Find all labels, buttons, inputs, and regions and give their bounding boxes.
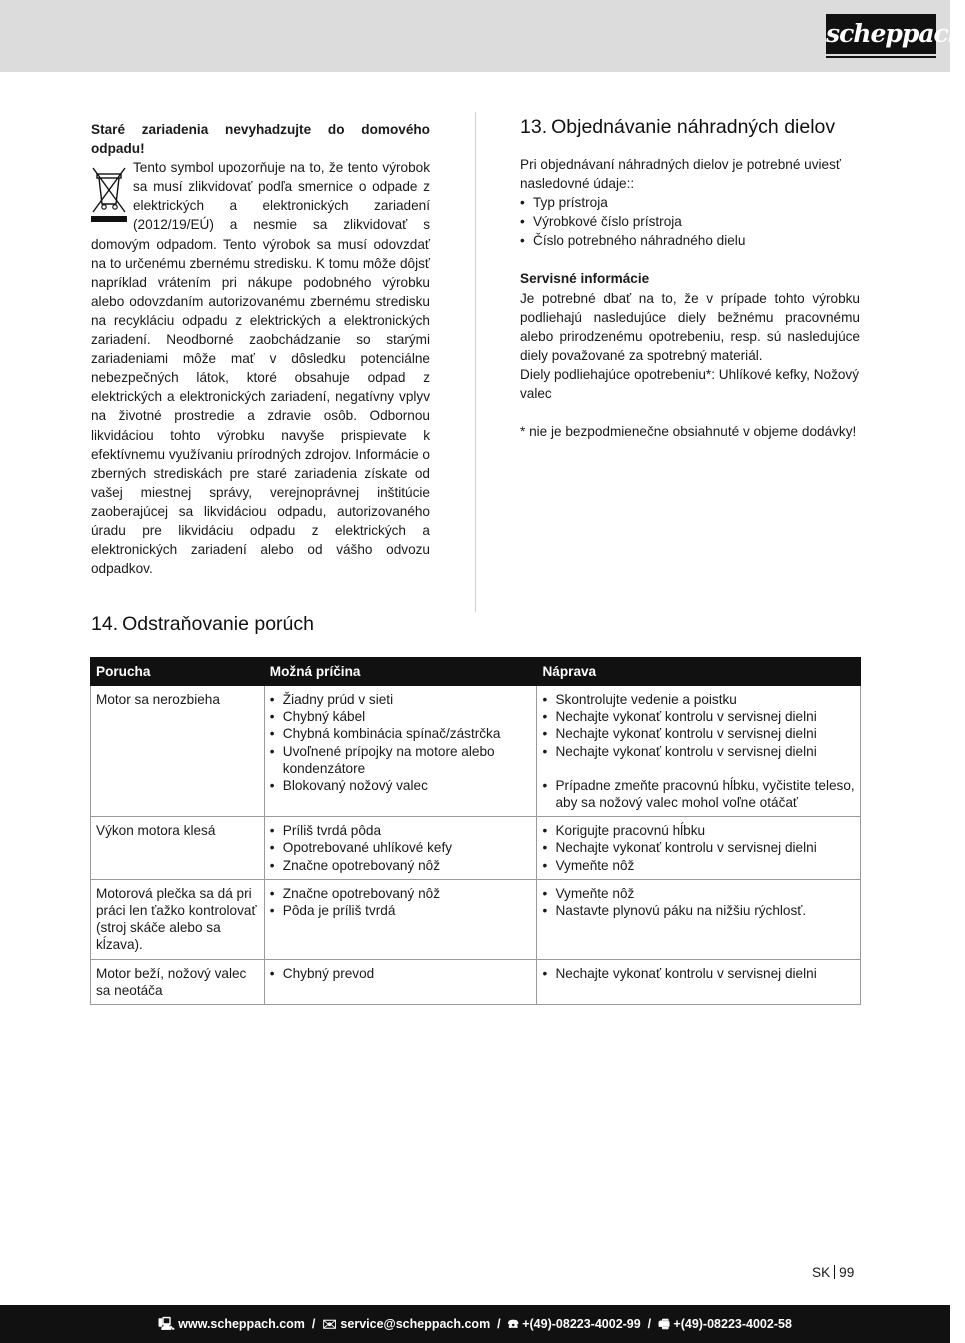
- footnote: * nie je bezpodmienečne obsiahnuté v objeme dodávky!: [520, 424, 857, 440]
- cause-cell: [264, 686, 537, 817]
- list-item: • Číslo potrebného náhradného dielu: [520, 231, 860, 250]
- spare-parts-intro: Pri objednávaní náhradných dielov je potrebné uviesť nasledovné údaje::: [520, 157, 841, 192]
- disposal-section: [91, 120, 430, 578]
- list-item: • Nechajte vykonať kontrolu v servisnej dielni: [542, 725, 855, 742]
- section-13-title: 13. Objednávanie náhradných dielov: [520, 116, 836, 138]
- list-item: • Typ prístroja: [520, 193, 860, 212]
- list-item: • Nechajte vykonať kontrolu v servisnej dielni: [542, 965, 855, 982]
- list-item: • Chybný kábel: [270, 708, 532, 725]
- list-item: • Prípadne zmeňte pracovnú hĺbku, vyčistite teleso, aby sa nožový valec mohol voľne otáčať: [542, 777, 855, 811]
- disposal-text: Tento symbol upozorňuje na to, že tento výrobok sa musí zlikvidovať podľa smernice o odpade z elektrických a elektronických zariadení (2012/19/EÚ) a nesmie sa zlikvidovať s domovým odpadom. Tento výrobok sa musí odovzdať na to určenému zbernému stredisku. K tomu môže dôjsť napríklad vrátením pri nákupe podobného výrobku alebo odovzdaním autorizovanému zbernému stredisku na recykláciu odpadu z elektrických a elektronických zariadení. Neodborné zaobchádzanie so starými zariadeniami môže mať v dôsledku potenciálne nebezpečných látok, ktoré obsahuje odpad z elektrických a elektronických zariadení, negatívny vplyv na životné prostredie a zdravie osôb. Odbornou likvidáciou tohto výrobku navyše prispievate k efektívnemu využívaniu prírodných zdrojov. Informácie o zberných strediskách pre staré zariadenia získate od vašej miestnej správy, verejnoprávnej inštitúcie zaoberajúcej sa likvidáciou odpadu, autorizovaného úradu pre likvidáciu odpadu z elektrických a elektronických zariadení alebo od vášho odvozu odpadkov.: [91, 160, 430, 577]
- list-item: • Opotrebované uhlíkové kefy: [270, 839, 532, 856]
- column-header: Možná príčina: [264, 658, 537, 686]
- list-item: • Výrobkové číslo prístroja: [520, 212, 860, 231]
- wear-parts-text: Diely podliehajúce opotrebeniu*: Uhlíkové kefky, Nožový valec: [520, 366, 860, 402]
- list-item: • Nastavte plynovú páku na nižšiu rýchlosť.: [542, 902, 855, 919]
- list-item: • Skontrolujte vedenie a poistku: [542, 691, 855, 708]
- fault-cell: Motorová plečka sa dá pri práci len ťažko kontrolovať (stroj skáče alebo sa kĺzava).: [91, 879, 265, 959]
- brand-logo: scheppach: [826, 14, 936, 54]
- remedy-cell: [537, 817, 861, 880]
- fault-cell: Výkon motora klesá: [91, 817, 265, 880]
- list-item: • Chybný prevod: [270, 965, 532, 982]
- table-header-row: [91, 658, 861, 686]
- remedy-cell: [537, 959, 861, 1004]
- footer-email-link[interactable]: service@scheppach.com: [340, 1317, 491, 1331]
- table-row: [91, 817, 861, 880]
- fault-cell: Motor beží, nožový valec sa neotáča: [91, 959, 265, 1004]
- cause-cell: [264, 959, 537, 1004]
- list-item: • Uvoľnené prípojky na motore alebo kondenzátore: [270, 743, 532, 777]
- logo-underline: [826, 56, 936, 58]
- fault-cell: Motor sa nerozbieha: [91, 686, 265, 817]
- spare-parts-list: [520, 193, 860, 250]
- section-14-title: 14. Odstraňovanie porúch: [91, 613, 314, 635]
- list-item: • Príliš tvrdá pôda: [270, 822, 532, 839]
- list-item: • Vymeňte nôž: [542, 857, 855, 874]
- remedy-cell: [537, 879, 861, 959]
- computer-icon: 🖳: [158, 1317, 175, 1331]
- mail-icon: ✉: [322, 1317, 337, 1331]
- list-item: • Nechajte vykonať kontrolu v servisnej dielni: [542, 743, 855, 760]
- list-item: • Blokovaný nožový valec: [270, 777, 532, 794]
- list-item: • Korigujte pracovnú hĺbku: [542, 822, 855, 839]
- table-row: [91, 686, 861, 817]
- table-row: [91, 959, 861, 1004]
- footer-phone: +(49)-08223-4002-99: [522, 1317, 641, 1331]
- troubleshooting-table: [90, 657, 861, 1005]
- list-item: • Značne opotrebovaný nôž: [270, 857, 532, 874]
- remedy-cell: [537, 686, 861, 817]
- list-item: • Chybná kombinácia spínač/zástrčka: [270, 725, 532, 742]
- footer-web-link[interactable]: www.scheppach.com: [178, 1317, 305, 1331]
- footer-fax: +(49)-08223-4002-58: [673, 1317, 792, 1331]
- list-item: • Nechajte vykonať kontrolu v servisnej dielni: [542, 839, 855, 856]
- list-item: • Značne opotrebovaný nôž: [270, 885, 532, 902]
- service-heading: Servisné informácie: [520, 271, 650, 287]
- column-header: Náprava: [537, 658, 861, 686]
- troubleshooting-heading-wrap: [91, 612, 314, 652]
- column-header: Porucha: [91, 658, 265, 686]
- crossed-bin-icon: [91, 160, 129, 226]
- page-number: SK 99: [812, 1265, 855, 1280]
- cause-cell: [264, 879, 537, 959]
- fax-icon: 🖷: [658, 1317, 670, 1331]
- phone-icon: ☎: [507, 1317, 519, 1331]
- footer-bar: 🖳 www.scheppach.com / ✉ service@scheppach.com / ☎ +(49)-08223-4002-99 / 🖷 +(49)-08223-4002-58: [0, 1305, 950, 1343]
- table-row: [91, 879, 861, 959]
- list-item: • Vymeňte nôž: [542, 885, 855, 902]
- spare-parts-section: [520, 115, 860, 441]
- service-text: Je potrebné dbať na to, že v prípade tohto výrobku podliehajú nasledujúce diely bežnému pracovnému alebo prirodzenému opotrebeniu, resp. sú nasledujúce diely považované za spotrebný materiál.: [520, 290, 860, 363]
- header-bar: [0, 0, 950, 72]
- cause-cell: [264, 817, 537, 880]
- list-item: • Nechajte vykonať kontrolu v servisnej dielni: [542, 708, 855, 725]
- list-item: • Žiadny prúd v sieti: [270, 691, 532, 708]
- disposal-heading: Staré zariadenia nevyhadzujte do domového odpadu!: [91, 122, 430, 157]
- list-item: • Pôda je príliš tvrdá: [270, 902, 532, 919]
- weee-block: [91, 158, 430, 578]
- column-divider: [475, 112, 476, 612]
